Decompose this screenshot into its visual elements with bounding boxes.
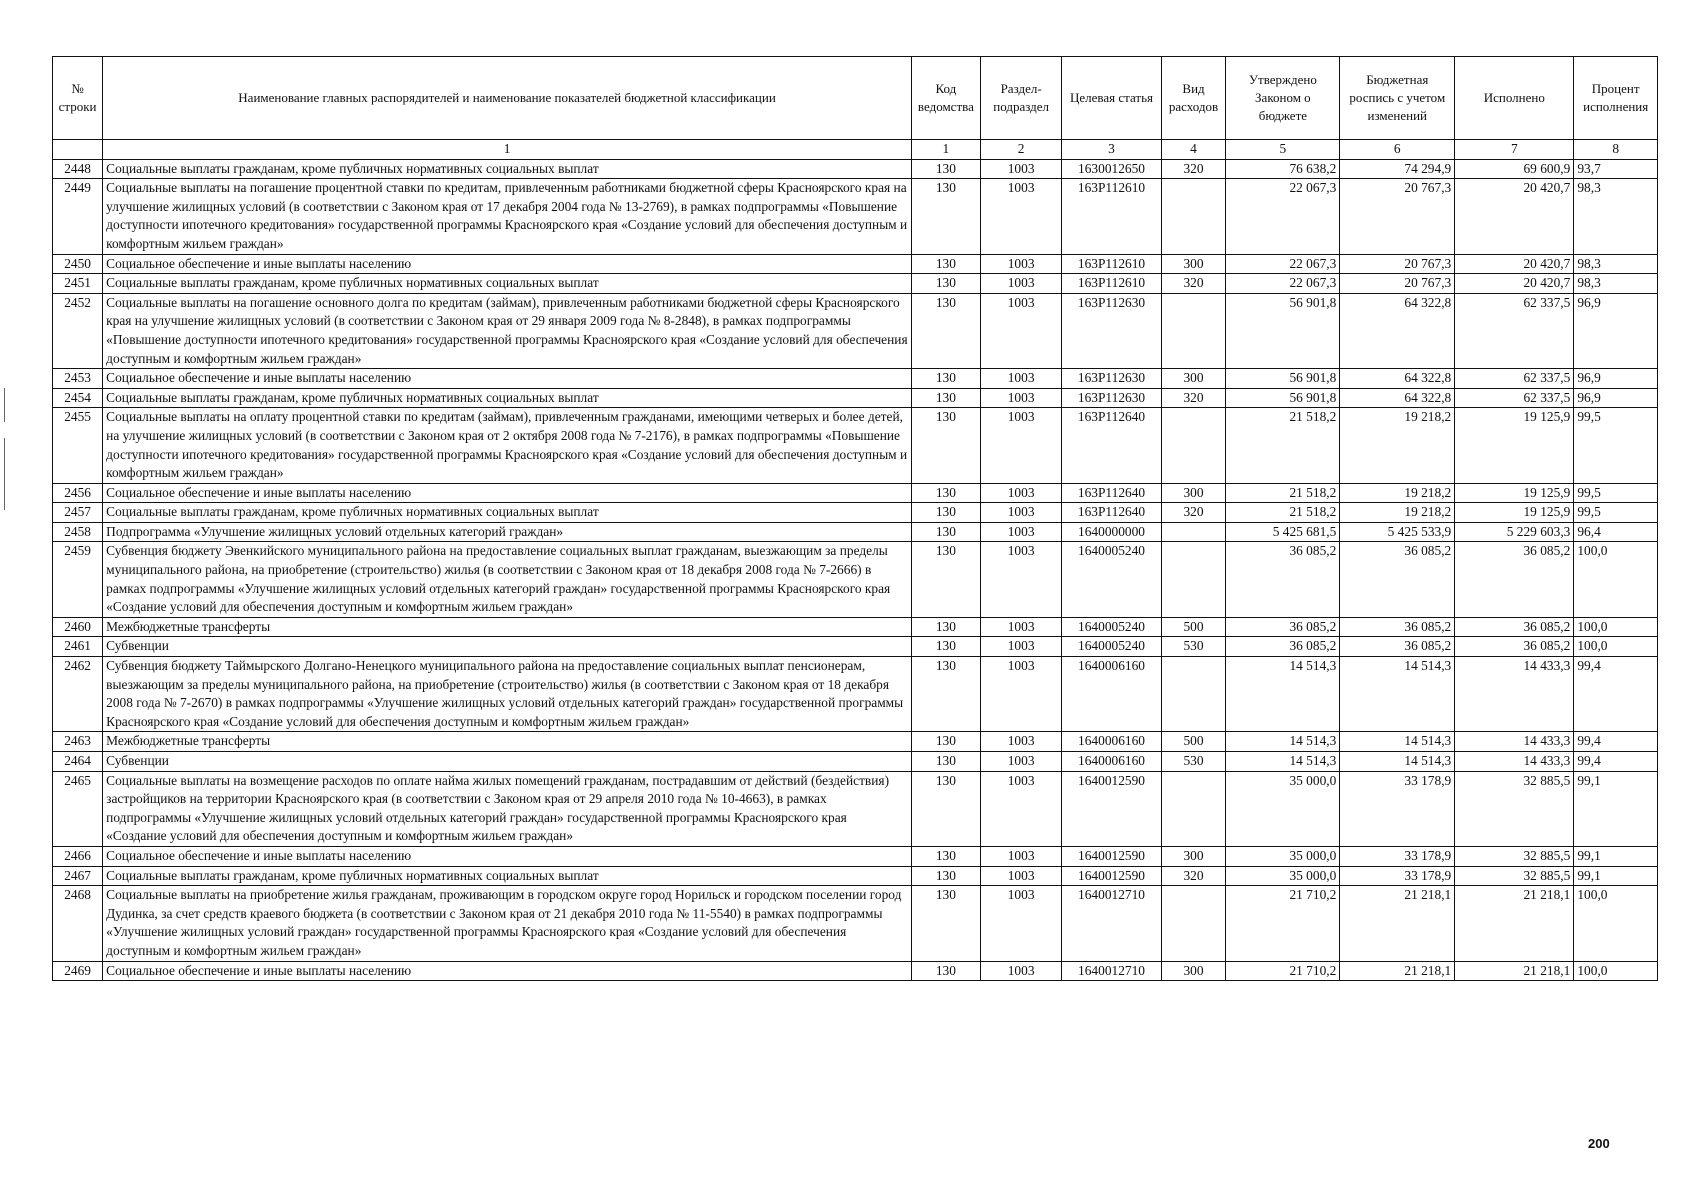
row-number: 2468 [53,886,103,961]
row-percent: 99,1 [1574,771,1658,846]
row-percent: 96,9 [1574,369,1658,389]
row-section: 1003 [980,503,1062,523]
row-approved: 35 000,0 [1226,846,1340,866]
row-number: 2462 [53,657,103,732]
column-index [53,140,103,160]
row-percent: 100,0 [1574,617,1658,637]
row-percent: 99,5 [1574,503,1658,523]
row-approved: 14 514,3 [1226,752,1340,772]
table-row [53,752,1658,772]
row-section: 1003 [980,846,1062,866]
row-percent: 99,4 [1574,752,1658,772]
table-row [53,542,1658,617]
row-approved: 22 067,3 [1226,274,1340,294]
row-budget-plan: 33 178,9 [1340,846,1455,866]
row-percent: 98,3 [1574,179,1658,254]
row-dept-code: 130 [911,886,980,961]
row-budget-plan: 14 514,3 [1340,732,1455,752]
row-name: Субвенции [103,752,912,772]
row-section: 1003 [980,961,1062,981]
header-expense-type: Вид расходов [1161,57,1226,140]
row-section: 1003 [980,408,1062,483]
row-number: 2463 [53,732,103,752]
table-row [53,657,1658,732]
row-percent: 99,5 [1574,483,1658,503]
row-budget-plan: 74 294,9 [1340,159,1455,179]
header-budget-plan: Бюджетная роспись с учетом изменений [1340,57,1455,140]
header-row-no: № строки [53,57,103,140]
row-number: 2460 [53,617,103,637]
header-name: Наименование главных распорядителей и наименование показателей бюджетной классификации [103,57,912,140]
row-number: 2454 [53,388,103,408]
row-expense-type [1161,886,1226,961]
row-percent: 96,9 [1574,388,1658,408]
row-number: 2455 [53,408,103,483]
row-dept-code: 130 [911,388,980,408]
row-executed: 69 600,9 [1455,159,1574,179]
column-index: 2 [980,140,1062,160]
row-percent: 99,4 [1574,657,1658,732]
row-number: 2450 [53,254,103,274]
row-section: 1003 [980,542,1062,617]
row-dept-code: 130 [911,522,980,542]
row-name: Социальные выплаты гражданам, кроме публичных нормативных социальных выплат [103,274,912,294]
row-budget-plan: 64 322,8 [1340,293,1455,368]
row-section: 1003 [980,752,1062,772]
header-approved: Утверждено Законом о бюджете [1226,57,1340,140]
row-target: 1640005240 [1062,637,1161,657]
column-index: 1 [103,140,912,160]
row-executed: 62 337,5 [1455,388,1574,408]
table-body [53,159,1658,981]
table-row [53,159,1658,179]
table-row [53,637,1658,657]
row-dept-code: 130 [911,866,980,886]
header-section: Раздел-подраздел [980,57,1062,140]
row-dept-code: 130 [911,408,980,483]
row-executed: 19 125,9 [1455,408,1574,483]
row-name: Социальные выплаты гражданам, кроме публичных нормативных социальных выплат [103,503,912,523]
row-target: 163P112640 [1062,503,1161,523]
row-target: 163P112630 [1062,369,1161,389]
row-expense-type: 500 [1161,617,1226,637]
row-expense-type [1161,293,1226,368]
row-name: Социальные выплаты на погашение основного долга по кредитам (займам), привлеченным работниками бюджетной сферы Красноярского края на улучшение жилищных условий (в соответствии с Законом края от 29 января 2009 года № 8-2848), в рамках подпрограммы «Повышение доступности ипотечного кредитования» государственной программы Красноярского края «Создание условий для обеспечения доступным и комфортным жильем граждан» [103,293,912,368]
row-expense-type: 300 [1161,846,1226,866]
table-row [53,179,1658,254]
column-index: 7 [1455,140,1574,160]
row-approved: 21 710,2 [1226,961,1340,981]
page-number: 200 [1588,1136,1610,1151]
row-number: 2461 [53,637,103,657]
row-budget-plan: 19 218,2 [1340,408,1455,483]
row-name: Социальные выплаты гражданам, кроме публичных нормативных социальных выплат [103,388,912,408]
row-executed: 20 420,7 [1455,254,1574,274]
row-target: 163P112640 [1062,408,1161,483]
row-name: Субвенция бюджету Эвенкийского муниципального района на предоставление социальных выплат гражданам, выезжающим за пределы муниципального района, на приобретение (строительство) жилья (в соответствии с Законом края от 18 декабря 2008 года № 7-2666) в рамках подпрограммы «Улучшение жилищных условий отдельных категорий граждан» государственной программы Красноярского края «Создание условий для обеспечения доступным и комфортным жильем граждан» [103,542,912,617]
row-executed: 14 433,3 [1455,657,1574,732]
row-budget-plan: 36 085,2 [1340,617,1455,637]
row-name: Межбюджетные трансферты [103,732,912,752]
row-target: 163P112610 [1062,254,1161,274]
row-budget-plan: 20 767,3 [1340,274,1455,294]
row-approved: 14 514,3 [1226,732,1340,752]
row-name: Социальные выплаты на возмещение расходов по оплате найма жилых помещений гражданам, пострадавшим от действий (бездействия) застройщиков на территории Красноярского края (в соответствии с Законом края от 29 апреля 2010 года № 10-4663), в рамках подпрограммы «Улучшение жилищных условий отдельных категорий граждан» государственной программы Красноярского края «Создание условий для обеспечения доступным и комфортным жильем граждан» [103,771,912,846]
row-section: 1003 [980,771,1062,846]
row-dept-code: 130 [911,483,980,503]
row-number: 2448 [53,159,103,179]
row-section: 1003 [980,159,1062,179]
row-number: 2459 [53,542,103,617]
row-name: Социальное обеспечение и иные выплаты населению [103,483,912,503]
table-row [53,886,1658,961]
row-expense-type [1161,179,1226,254]
row-approved: 5 425 681,5 [1226,522,1340,542]
table-row [53,732,1658,752]
row-dept-code: 130 [911,369,980,389]
row-name: Субвенции [103,637,912,657]
row-expense-type: 530 [1161,752,1226,772]
table-row [53,274,1658,294]
row-target: 1640012590 [1062,846,1161,866]
row-name: Субвенция бюджету Таймырского Долгано-Ненецкого муниципального района на предоставление социальных выплат пенсионерам, выезжающим за пределы муниципального района, на приобретение (строительство) жилья (в соответствии с Законом края от 18 декабря 2008 года № 7-2670) в рамках подпрограммы «Улучшение жилищных условий отдельных категорий граждан» государственной программы Красноярского края «Создание условий для обеспечения доступным и комфортным жильем граждан» [103,657,912,732]
row-dept-code: 130 [911,732,980,752]
row-percent: 100,0 [1574,542,1658,617]
row-budget-plan: 14 514,3 [1340,752,1455,772]
row-number: 2451 [53,274,103,294]
row-number: 2467 [53,866,103,886]
row-expense-type: 300 [1161,254,1226,274]
row-expense-type: 320 [1161,503,1226,523]
row-executed: 32 885,5 [1455,846,1574,866]
row-target: 163P112630 [1062,388,1161,408]
row-name: Социальное обеспечение и иные выплаты населению [103,961,912,981]
row-section: 1003 [980,254,1062,274]
row-expense-type: 300 [1161,483,1226,503]
row-budget-plan: 33 178,9 [1340,866,1455,886]
row-target: 1640006160 [1062,657,1161,732]
row-name: Социальные выплаты гражданам, кроме публичных нормативных социальных выплат [103,866,912,886]
row-section: 1003 [980,293,1062,368]
row-name: Социальное обеспечение и иные выплаты населению [103,254,912,274]
row-percent: 96,9 [1574,293,1658,368]
row-name: Подпрограмма «Улучшение жилищных условий отдельных категорий граждан» [103,522,912,542]
row-percent: 98,3 [1574,254,1658,274]
row-percent: 99,1 [1574,866,1658,886]
row-dept-code: 130 [911,293,980,368]
table-row [53,254,1658,274]
row-approved: 35 000,0 [1226,771,1340,846]
row-percent: 99,1 [1574,846,1658,866]
row-number: 2465 [53,771,103,846]
row-target: 1640012590 [1062,771,1161,846]
table-row [53,483,1658,503]
row-dept-code: 130 [911,617,980,637]
row-target: 1640000000 [1062,522,1161,542]
row-section: 1003 [980,369,1062,389]
row-target: 1640006160 [1062,732,1161,752]
row-section: 1003 [980,866,1062,886]
row-expense-type: 320 [1161,274,1226,294]
row-number: 2456 [53,483,103,503]
row-dept-code: 130 [911,503,980,523]
row-dept-code: 130 [911,961,980,981]
row-dept-code: 130 [911,542,980,617]
row-expense-type: 300 [1161,369,1226,389]
row-section: 1003 [980,732,1062,752]
row-approved: 21 710,2 [1226,886,1340,961]
row-dept-code: 130 [911,274,980,294]
row-expense-type [1161,408,1226,483]
header-row [53,57,1658,140]
row-budget-plan: 21 218,1 [1340,961,1455,981]
row-executed: 32 885,5 [1455,771,1574,846]
row-budget-plan: 21 218,1 [1340,886,1455,961]
row-number: 2457 [53,503,103,523]
row-target: 163P112630 [1062,293,1161,368]
row-section: 1003 [980,886,1062,961]
row-approved: 22 067,3 [1226,254,1340,274]
row-section: 1003 [980,637,1062,657]
row-name: Социальные выплаты на оплату процентной ставки по кредитам (займам), привлеченным гражданами, имеющими четверых и более детей, на улучшение жилищных условий (в соответствии с Законом края от 2 октября 2008 года № 7-2176), в рамках подпрограммы «Повышение доступности ипотечного кредитования» государственной программы Красноярского края «Создание условий для обеспечения доступным и комфортным жильем граждан» [103,408,912,483]
row-budget-plan: 36 085,2 [1340,542,1455,617]
row-expense-type: 320 [1161,159,1226,179]
table-row [53,866,1658,886]
row-executed: 32 885,5 [1455,866,1574,886]
row-approved: 21 518,2 [1226,408,1340,483]
column-index: 4 [1161,140,1226,160]
row-approved: 56 901,8 [1226,369,1340,389]
row-approved: 22 067,3 [1226,179,1340,254]
row-name: Межбюджетные трансферты [103,617,912,637]
column-index: 5 [1226,140,1340,160]
margin-mark [4,388,5,422]
row-executed: 20 420,7 [1455,274,1574,294]
row-budget-plan: 20 767,3 [1340,179,1455,254]
row-target: 163P112640 [1062,483,1161,503]
row-budget-plan: 20 767,3 [1340,254,1455,274]
row-approved: 35 000,0 [1226,866,1340,886]
row-target: 1640012590 [1062,866,1161,886]
row-dept-code: 130 [911,846,980,866]
row-budget-plan: 64 322,8 [1340,369,1455,389]
row-percent: 100,0 [1574,637,1658,657]
row-expense-type [1161,522,1226,542]
row-dept-code: 130 [911,657,980,732]
row-name: Социальное обеспечение и иные выплаты населению [103,369,912,389]
table-row [53,293,1658,368]
row-target: 1640012710 [1062,886,1161,961]
column-index: 6 [1340,140,1455,160]
margin-mark [4,438,5,510]
row-section: 1003 [980,388,1062,408]
row-number: 2452 [53,293,103,368]
row-percent: 100,0 [1574,886,1658,961]
table-row [53,771,1658,846]
row-expense-type: 320 [1161,388,1226,408]
row-expense-type [1161,771,1226,846]
table-row [53,503,1658,523]
row-approved: 36 085,2 [1226,542,1340,617]
row-executed: 62 337,5 [1455,369,1574,389]
header-dept-code: Код ведомства [911,57,980,140]
row-section: 1003 [980,483,1062,503]
column-index: 1 [911,140,980,160]
row-expense-type: 320 [1161,866,1226,886]
row-approved: 21 518,2 [1226,503,1340,523]
row-executed: 21 218,1 [1455,886,1574,961]
row-target: 1640005240 [1062,617,1161,637]
row-section: 1003 [980,617,1062,637]
row-percent: 98,3 [1574,274,1658,294]
row-dept-code: 130 [911,254,980,274]
row-name: Социальные выплаты гражданам, кроме публичных нормативных социальных выплат [103,159,912,179]
row-percent: 100,0 [1574,961,1658,981]
row-budget-plan: 64 322,8 [1340,388,1455,408]
row-target: 1630012650 [1062,159,1161,179]
row-expense-type [1161,542,1226,617]
row-dept-code: 130 [911,771,980,846]
column-index: 8 [1574,140,1658,160]
row-number: 2453 [53,369,103,389]
row-dept-code: 130 [911,159,980,179]
row-name: Социальные выплаты на погашение процентной ставки по кредитам, привлеченным работниками бюджетной сферы Красноярского края на улучшение жилищных условий (в соответствии с Законом края от 17 декабря 2004 года № 13-2769), в рамках подпрограммы «Повышение доступности ипотечного кредитования» государственной программы Красноярского края «Создание условий для обеспечения доступным и комфортным жильем граждан» [103,179,912,254]
row-budget-plan: 36 085,2 [1340,637,1455,657]
row-budget-plan: 33 178,9 [1340,771,1455,846]
row-executed: 20 420,7 [1455,179,1574,254]
row-approved: 36 085,2 [1226,617,1340,637]
row-expense-type: 500 [1161,732,1226,752]
column-index: 3 [1062,140,1161,160]
row-dept-code: 130 [911,637,980,657]
row-expense-type [1161,657,1226,732]
row-executed: 19 125,9 [1455,503,1574,523]
row-budget-plan: 5 425 533,9 [1340,522,1455,542]
row-number: 2469 [53,961,103,981]
header-percent: Процент исполнения [1574,57,1658,140]
row-approved: 36 085,2 [1226,637,1340,657]
row-section: 1003 [980,657,1062,732]
row-approved: 14 514,3 [1226,657,1340,732]
row-executed: 36 085,2 [1455,637,1574,657]
row-executed: 14 433,3 [1455,732,1574,752]
row-executed: 19 125,9 [1455,483,1574,503]
row-name: Социальные выплаты на приобретение жилья гражданам, проживающим в городском округе город Норильск и городском поселении город Дудинка, за счет средств краевого бюджета (в соответствии с Законом края от 21 декабря 2010 года № 11-5540) в рамках подпрограммы «Улучшение жилищных условий граждан» государственной программы Красноярского края «Создание условий для обеспечения доступным и комфортным жильем граждан» [103,886,912,961]
row-budget-plan: 14 514,3 [1340,657,1455,732]
row-number: 2449 [53,179,103,254]
row-executed: 21 218,1 [1455,961,1574,981]
row-section: 1003 [980,274,1062,294]
row-section: 1003 [980,522,1062,542]
table-row [53,388,1658,408]
table-row [53,369,1658,389]
row-target: 163P112610 [1062,274,1161,294]
row-name: Социальное обеспечение и иные выплаты населению [103,846,912,866]
row-executed: 36 085,2 [1455,617,1574,637]
row-number: 2466 [53,846,103,866]
table-row [53,846,1658,866]
row-approved: 56 901,8 [1226,293,1340,368]
row-executed: 36 085,2 [1455,542,1574,617]
row-target: 1640012710 [1062,961,1161,981]
row-target: 163P112610 [1062,179,1161,254]
header-target: Целевая статья [1062,57,1161,140]
row-executed: 14 433,3 [1455,752,1574,772]
row-executed: 62 337,5 [1455,293,1574,368]
row-percent: 99,5 [1574,408,1658,483]
header-executed: Исполнено [1455,57,1574,140]
table-row [53,617,1658,637]
row-percent: 93,7 [1574,159,1658,179]
row-dept-code: 130 [911,179,980,254]
row-number: 2464 [53,752,103,772]
table-row [53,961,1658,981]
row-section: 1003 [980,179,1062,254]
row-target: 1640005240 [1062,542,1161,617]
column-index-row [53,140,1658,160]
row-expense-type: 530 [1161,637,1226,657]
row-budget-plan: 19 218,2 [1340,483,1455,503]
row-budget-plan: 19 218,2 [1340,503,1455,523]
row-number: 2458 [53,522,103,542]
row-approved: 21 518,2 [1226,483,1340,503]
row-approved: 56 901,8 [1226,388,1340,408]
row-percent: 99,4 [1574,732,1658,752]
row-percent: 96,4 [1574,522,1658,542]
row-expense-type: 300 [1161,961,1226,981]
row-executed: 5 229 603,3 [1455,522,1574,542]
table-row [53,522,1658,542]
table-row [53,408,1658,483]
row-approved: 76 638,2 [1226,159,1340,179]
row-target: 1640006160 [1062,752,1161,772]
row-dept-code: 130 [911,752,980,772]
budget-table [52,56,1658,981]
